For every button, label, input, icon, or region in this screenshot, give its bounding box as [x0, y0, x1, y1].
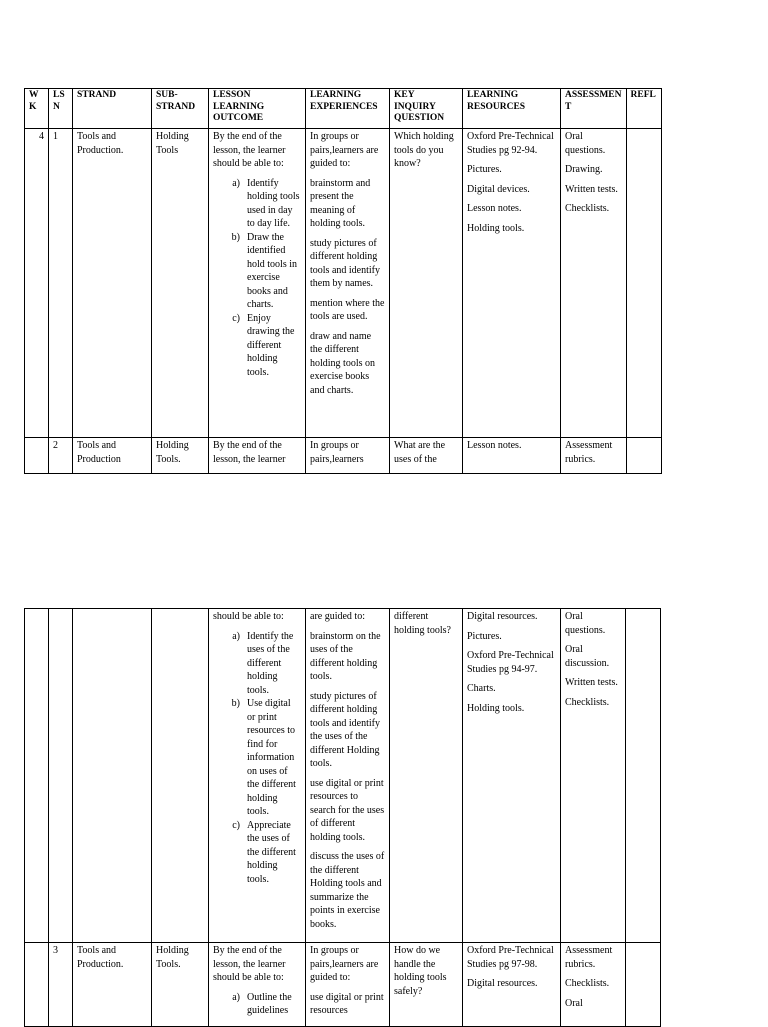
inquiry-cell: How do we handle the holding tools safely? — [390, 943, 463, 1027]
resource-item: Digital resources. — [467, 611, 538, 622]
header-assessment: ASSESSMEN T — [561, 89, 627, 129]
outcome-item: b. Draw the identified hold tools in exercise books and charts. — [245, 231, 301, 312]
header-sub-strand: SUB-STRAND — [152, 89, 209, 129]
header-lsn: LS N — [49, 89, 73, 129]
experience-item: discuss the uses of the different Holding tools and summarize the points in exercise books. — [310, 851, 385, 930]
resources-cell: Lesson notes. — [463, 438, 561, 474]
resource-item: Lesson notes. — [467, 203, 522, 214]
experience-item: In groups or pairs,learners are guided to: — [310, 131, 379, 169]
experience-item: brainstorm on the uses of the different holding tools. — [310, 630, 381, 682]
sub-strand-cell — [152, 609, 209, 943]
outcome-item: c. Enjoy drawing the different holding tools. — [245, 312, 301, 380]
sub-strand-cell: Holding Tools — [152, 129, 209, 438]
resource-item: Oxford Pre-Technical Studies pg 97-98. — [467, 945, 554, 970]
week-cell — [25, 609, 49, 943]
outcome-item: a. Outline the guidelines — [245, 991, 301, 1018]
inquiry-cell: Which holding tools do you know? — [390, 129, 463, 438]
experiences-cell — [306, 129, 390, 438]
outcome-cell — [209, 129, 306, 438]
resource-item: Oxford Pre-Technical Studies pg 92-94. — [467, 131, 554, 156]
reflection-cell — [626, 609, 661, 943]
experience-item: mention where the tools are used. — [310, 297, 385, 322]
resources-cell — [463, 609, 561, 943]
assessment-cell — [561, 943, 626, 1027]
header-outcome: LESSON LEARNING OUTCOME — [209, 89, 306, 129]
header-wk: W K — [25, 89, 49, 129]
experience-item: study pictures of different holding tools and identify the uses of the different Holding tools. — [310, 690, 380, 769]
strand-cell: Tools and Production. — [73, 129, 152, 438]
assessment-item: Oral — [565, 997, 583, 1009]
assessment-item: Checklists. — [565, 696, 610, 708]
outcome-list — [213, 630, 301, 887]
experience-item: brainstorm and present the meaning of holding tools. — [310, 177, 371, 229]
outcome-cell: By the end of the lesson, the learner — [209, 438, 306, 474]
assessment-item: Oral questions. — [565, 611, 606, 636]
assessment-cell — [561, 129, 627, 438]
experience-item: In groups or pairs,learners are guided to: — [310, 945, 379, 983]
outcome-intro: By the end of the lesson, the learner should be able to: — [213, 131, 286, 169]
outcome-item: a. Identify the uses of the different holding tools. — [245, 630, 301, 698]
resource-item: Digital devices. — [467, 183, 530, 195]
experience-item: use digital or print resources to search for the uses of different holding tools. — [310, 777, 385, 843]
experience-item: draw and name the different holding tools on exercise books and charts. — [310, 330, 376, 396]
reflection-cell — [626, 438, 661, 474]
scheme-table-top — [24, 88, 662, 474]
lesson-row — [25, 438, 662, 474]
assessment-item: Checklists. — [565, 978, 610, 989]
header-reflection: REFL — [626, 89, 661, 129]
assessment-item: Oral questions. — [565, 131, 606, 156]
outcome-item: b. Use digital or print resources to find for information on uses of the different holding tools. — [245, 697, 301, 819]
header-strand: STRAND — [73, 89, 152, 129]
outcome-item: a. Identify holding tools used in day to day life. — [245, 177, 301, 231]
sub-strand-cell: Holding Tools. — [152, 438, 209, 474]
week-cell — [25, 438, 49, 474]
header-row — [25, 89, 662, 129]
outcome-intro: By the end of the lesson, the learner should be able to: — [213, 945, 286, 983]
outcome-cell — [209, 609, 306, 943]
lesson-number-cell: 3 — [49, 943, 73, 1027]
inquiry-cell: different holding tools? — [390, 609, 463, 943]
resource-item: Pictures. — [467, 164, 502, 175]
lesson-number-cell — [49, 609, 73, 943]
resource-item: Holding tools. — [467, 222, 525, 234]
assessment-item: Oral discussion. — [565, 644, 610, 669]
lesson-number-cell: 2 — [49, 438, 73, 474]
experiences-cell: In groups or pairs,learners — [306, 438, 390, 474]
week-cell: 4 — [25, 129, 49, 438]
reflection-cell — [626, 943, 661, 1027]
experience-item: are guided to: — [310, 611, 365, 622]
experiences-cell — [306, 943, 390, 1027]
strand-cell: Tools and Production. — [73, 943, 152, 1027]
assessment-item: Written tests. — [565, 183, 618, 195]
strand-cell — [73, 609, 152, 943]
resource-item: Digital resources. — [467, 978, 538, 989]
week-cell — [25, 943, 49, 1027]
experiences-cell — [306, 609, 390, 943]
lesson-row — [25, 943, 661, 1027]
resource-item: Oxford Pre-Technical Studies pg 94-97. — [467, 650, 554, 675]
resource-item: Holding tools. — [467, 702, 525, 714]
assessment-item: Written tests. — [565, 677, 618, 688]
sub-strand-cell: Holding Tools. — [152, 943, 209, 1027]
resources-cell — [463, 943, 561, 1027]
scheme-table-bottom — [24, 608, 661, 1027]
outcome-item: c. Appreciate the uses of the different holding tools. — [245, 819, 301, 887]
outcome-cell — [209, 943, 306, 1027]
inquiry-cell: What are the uses of the — [390, 438, 463, 474]
resource-item: Pictures. — [467, 630, 502, 642]
experience-item: use digital or print resources — [310, 991, 384, 1016]
lesson-number-cell: 1 — [49, 129, 73, 438]
assessment-cell — [561, 609, 626, 943]
outcome-list — [213, 177, 301, 380]
resource-item: Charts. — [467, 683, 496, 694]
header-experiences: LEARNING EXPERIENCES — [306, 89, 390, 129]
header-inquiry: KEY INQUIRY QUESTION — [390, 89, 463, 129]
assessment-item: Checklists. — [565, 203, 610, 214]
lesson-row — [25, 609, 661, 943]
strand-cell: Tools and Production — [73, 438, 152, 474]
assessment-item: Drawing. — [565, 164, 603, 175]
experience-item: study pictures of different holding tools and identify them by names. — [310, 237, 380, 289]
resources-cell — [463, 129, 561, 438]
outcome-intro: should be able to: — [213, 611, 284, 622]
assessment-cell: Assessment rubrics. — [561, 438, 627, 474]
assessment-item: Assessment rubrics. — [565, 945, 613, 970]
header-resources: LEARNING RESOURCES — [463, 89, 561, 129]
outcome-list — [213, 991, 301, 1018]
lesson-row — [25, 129, 662, 438]
reflection-cell — [626, 129, 661, 438]
